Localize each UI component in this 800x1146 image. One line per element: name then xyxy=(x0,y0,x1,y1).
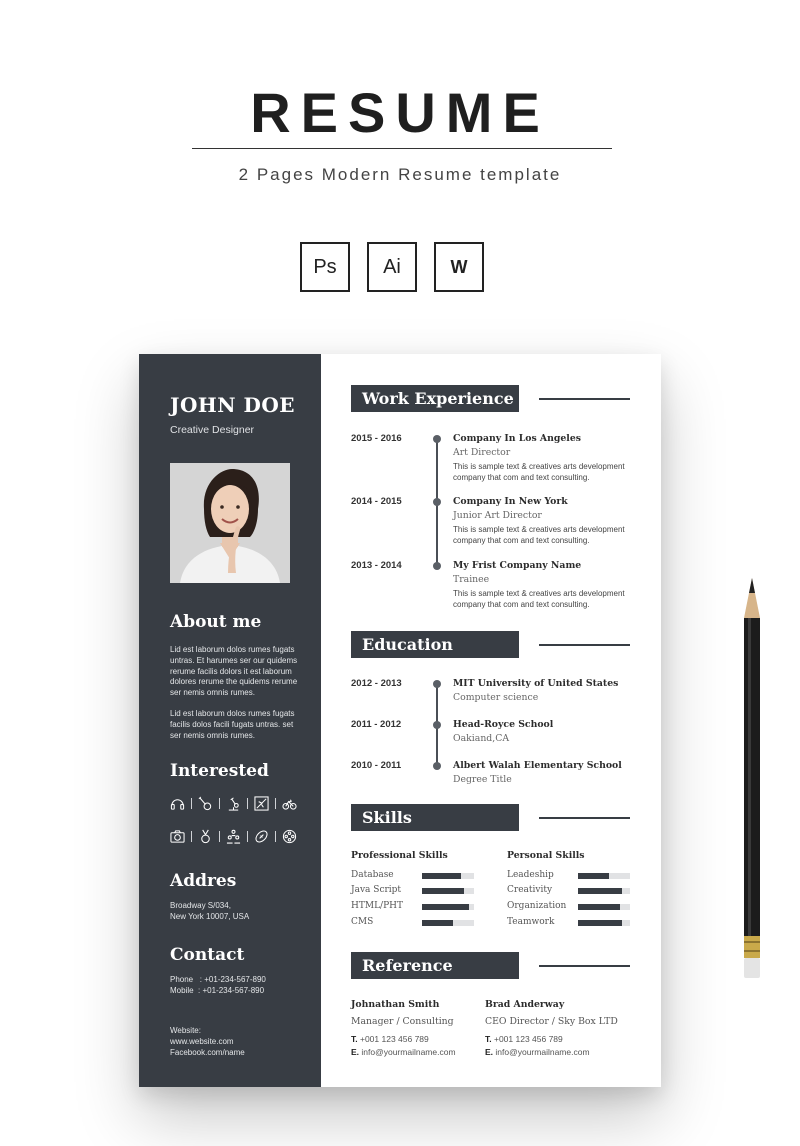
timeline-dot xyxy=(433,762,441,770)
timeline-dot xyxy=(433,680,441,688)
work-desc-line-2: company that com and text consulting. xyxy=(453,600,590,609)
professional-skills-heading: Professional Skills xyxy=(351,850,448,861)
resume-page xyxy=(139,354,661,1087)
skill-label: Organization xyxy=(507,901,567,911)
football-icon xyxy=(254,829,269,844)
work-position: Trainee xyxy=(453,574,490,585)
education-heading: Education xyxy=(351,631,519,658)
work-desc-line-1: This is sample text & creatives arts development xyxy=(453,525,625,534)
skill-bar xyxy=(578,920,630,926)
education-school: Albert Walah Elementary School xyxy=(453,760,622,771)
reference-name: Johnathan Smith xyxy=(351,999,440,1010)
work-company: Company In New York xyxy=(453,496,568,507)
education-detail: Degree Title xyxy=(453,774,512,785)
skill-bar xyxy=(578,888,630,894)
word-badge: W xyxy=(434,242,484,292)
person-role: Creative Designer xyxy=(170,424,255,436)
pencil-image xyxy=(741,578,763,988)
work-desc-line-1: This is sample text & creatives arts development xyxy=(453,462,625,471)
education-date: 2010 - 2011 xyxy=(351,760,402,771)
skill-bar xyxy=(422,888,474,894)
education-school: Head-Royce School xyxy=(453,719,554,730)
education-date: 2011 - 2012 xyxy=(351,719,402,730)
skill-label: Database xyxy=(351,870,394,880)
skill-bar xyxy=(422,920,474,926)
timeline-dot xyxy=(433,721,441,729)
headphones-icon xyxy=(170,796,185,811)
address-line-2: New York 10007, USA xyxy=(170,912,250,921)
guitar-icon xyxy=(198,796,213,811)
education-date: 2012 - 2013 xyxy=(351,678,402,689)
personal-skills-heading: Personal Skills xyxy=(507,850,585,861)
skills-heading: Skills xyxy=(351,804,519,831)
work-desc-line-2: company that com and text consulting. xyxy=(453,536,590,545)
skill-bar-fill xyxy=(422,904,469,910)
plane-icon xyxy=(254,796,269,811)
skill-bar-fill xyxy=(578,888,622,894)
reference-phone: T. +001 123 456 789 xyxy=(485,1034,563,1044)
format-badges xyxy=(300,242,484,292)
work-desc-line-2: company that com and text consulting. xyxy=(453,473,590,482)
skill-bar xyxy=(422,904,474,910)
illustrator-badge: Ai xyxy=(367,242,417,292)
work-experience-heading: Work Experience xyxy=(351,385,519,412)
page-subtitle: 2 Pages Modern Resume template xyxy=(238,165,562,184)
skill-label: Leadeship xyxy=(507,870,554,880)
about-paragraph-2: Lid est laborum dolos rumes fugats facilis dolos facili fugats untras. set ser nemis omnis rumes. xyxy=(170,709,295,740)
reference-position: Manager / Consulting xyxy=(351,1016,454,1027)
person-name: JOHN DOE xyxy=(170,393,296,417)
skill-bar xyxy=(578,873,630,879)
reference-email[interactable]: E. info@yourmailname.com xyxy=(351,1047,456,1057)
interests-row-1 xyxy=(170,796,297,811)
work-company: My Frist Company Name xyxy=(453,560,582,571)
work-company: Company In Los Angeles xyxy=(453,433,581,444)
skill-bar-fill xyxy=(422,873,461,879)
facebook-link[interactable]: Facebook.com/name xyxy=(170,1048,245,1057)
interested-heading: Interested xyxy=(170,761,269,781)
title-underline xyxy=(192,148,612,149)
work-position: Junior Art Director xyxy=(453,510,542,521)
section-rule xyxy=(539,644,630,646)
work-desc-line-1: This is sample text & creatives arts development xyxy=(453,589,625,598)
work-date: 2014 - 2015 xyxy=(351,496,402,507)
contact-phone: Phone : +01-234-567-890 xyxy=(170,975,266,984)
photoshop-badge: Ps xyxy=(300,242,350,292)
address-heading: Addres xyxy=(170,871,237,891)
skill-bar-fill xyxy=(578,920,622,926)
about-paragraph-1: Lid est laborum dolos rumes fugats untras. Et harumes ser our quidems rerume facilis dolors it est laborum dolores rerume the quidems rerume ser nemis omnis rumes. xyxy=(170,645,298,698)
reference-heading: Reference xyxy=(351,952,519,979)
contact-mobile: Mobile : +01-234-567-890 xyxy=(170,986,265,995)
section-rule xyxy=(539,965,630,967)
sidebar xyxy=(139,354,321,1087)
work-date: 2013 - 2014 xyxy=(351,560,402,571)
skill-label: Creativity xyxy=(507,885,553,895)
reference-position: CEO Director / Sky Box LTD xyxy=(485,1016,618,1027)
skill-label: Teamwork xyxy=(507,917,555,927)
section-rule xyxy=(539,817,630,819)
address-line-1: Broadway S/034, xyxy=(170,901,231,910)
website-label: Website: xyxy=(170,1026,201,1035)
education-detail: Computer science xyxy=(453,692,539,703)
medal-icon xyxy=(198,829,213,844)
contact-heading: Contact xyxy=(170,945,245,965)
reference-email[interactable]: E. info@yourmailname.com xyxy=(485,1047,590,1057)
work-date: 2015 - 2016 xyxy=(351,433,402,444)
website-link[interactable]: www.website.com xyxy=(170,1037,234,1046)
timeline-dot xyxy=(433,498,441,506)
skill-bar-fill xyxy=(578,873,609,879)
page-title: RESUME xyxy=(250,81,550,144)
timeline-dot xyxy=(433,562,441,570)
interests-row-2 xyxy=(170,829,297,844)
skill-bar xyxy=(422,873,474,879)
skill-bar xyxy=(578,904,630,910)
profile-photo xyxy=(170,463,290,583)
timeline-dot xyxy=(433,435,441,443)
reference-phone: T. +001 123 456 789 xyxy=(351,1034,429,1044)
bicycle-icon xyxy=(282,796,297,811)
skill-bar-fill xyxy=(422,920,453,926)
skill-bar-fill xyxy=(578,904,620,910)
education-detail: Oakiand,CA xyxy=(453,733,510,744)
reference-name: Brad Anderway xyxy=(485,999,565,1010)
section-rule xyxy=(539,398,630,400)
skill-label: HTML/PHT xyxy=(351,901,403,911)
camera-icon xyxy=(170,829,185,844)
film-reel-icon xyxy=(282,829,297,844)
microscope-icon xyxy=(226,796,241,811)
work-position: Art Director xyxy=(453,447,511,458)
skill-label: CMS xyxy=(351,917,374,927)
skill-bar-fill xyxy=(422,888,464,894)
people-icon xyxy=(226,829,241,844)
skill-label: Java Script xyxy=(351,885,402,895)
education-school: MIT University of United States xyxy=(453,678,619,689)
about-heading: About me xyxy=(170,612,262,632)
